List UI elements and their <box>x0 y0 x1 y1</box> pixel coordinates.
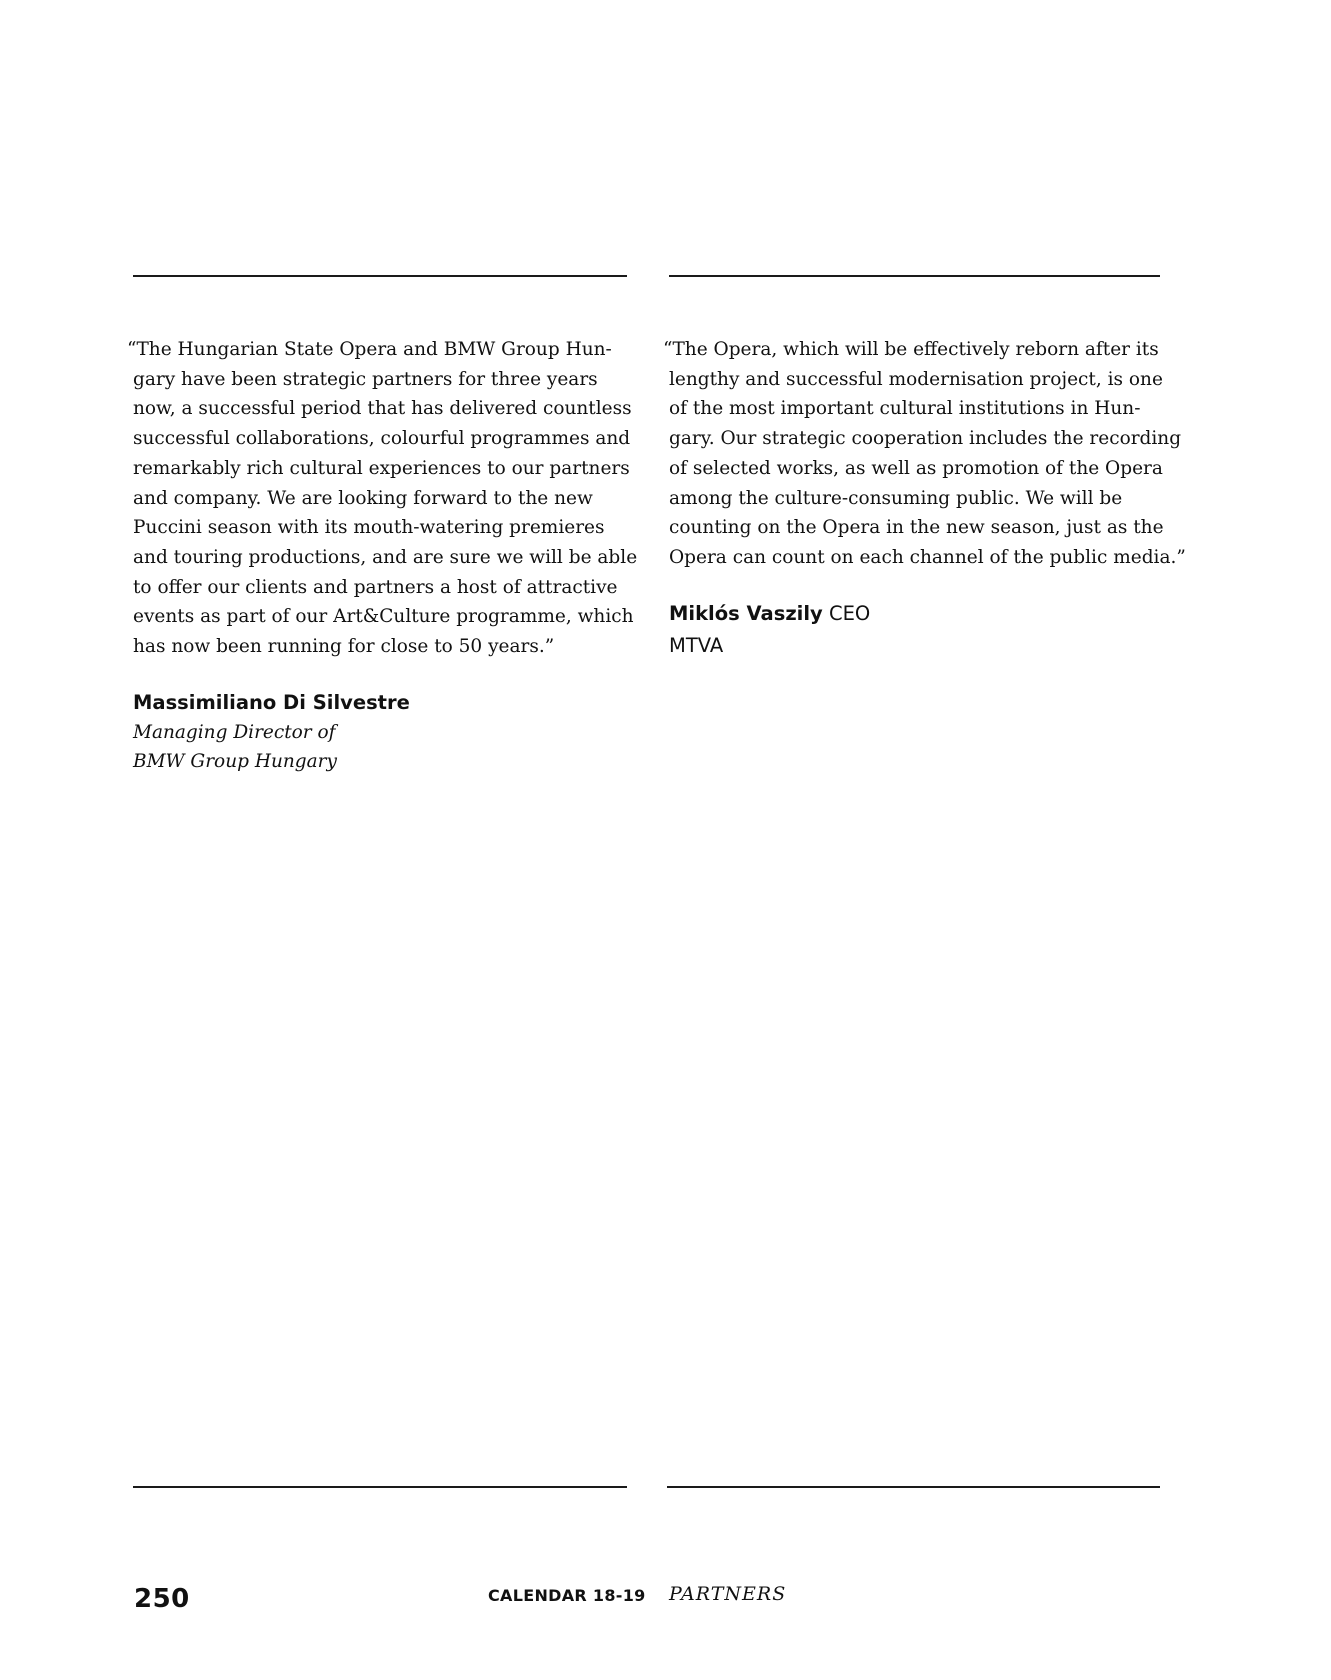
quote-line: gary have been strategic partners for three years <box>133 368 598 390</box>
attribution-organization: MTVA <box>669 633 724 657</box>
section-label: CALENDAR 18-19 <box>488 1586 646 1605</box>
left-attribution <box>133 688 410 777</box>
attribution-role: Managing Director of <box>133 721 336 743</box>
quote-line: Puccini season with its mouth-watering premieres <box>133 517 605 539</box>
attribution-name: Massimiliano Di Silvestre <box>133 691 410 714</box>
quote-line: Opera can count on each channel of the public media.” <box>669 546 1186 568</box>
quote-line: events as part of our Art&Culture programme, which <box>133 606 634 628</box>
attribution-organization: BMW Group Hungary <box>133 751 337 773</box>
quote-line: now, a successful period that has delivered countless <box>133 398 632 420</box>
quote-line: remarkably rich cultural experiences to our partners <box>133 457 630 479</box>
quote-line: of selected works, as well as promotion of the Opera <box>669 457 1163 479</box>
quote-line: gary. Our strategic cooperation includes the recording <box>669 428 1182 450</box>
quote-line: to offer our clients and partners a host of attractive <box>133 576 618 598</box>
top-right-rule <box>669 275 1160 277</box>
page-number: 250 <box>134 1584 190 1614</box>
quote-line: and touring productions, and are sure we will be able <box>133 546 638 568</box>
bottom-left-rule <box>133 1486 627 1488</box>
attribution-title: CEO <box>822 602 871 625</box>
right-attribution <box>669 599 870 660</box>
attribution-name: Miklós Vaszily <box>669 602 823 625</box>
quote-line: has now been running for close to 50 years.” <box>133 636 555 658</box>
right-quote <box>663 335 1186 573</box>
left-quote <box>127 335 637 662</box>
quote-line: “The Hungarian State Opera and BMW Group Hun- <box>127 339 612 360</box>
bottom-right-rule <box>667 1486 1160 1488</box>
quote-line: lengthy and successful modernisation project, is one <box>669 368 1163 390</box>
quote-line: of the most important cultural institutions in Hun- <box>669 398 1141 420</box>
quote-line: counting on the Opera in the new season, just as the <box>669 517 1164 539</box>
top-left-rule <box>133 275 627 277</box>
quote-line: and company. We are looking forward to the new <box>133 487 593 509</box>
quote-line: successful collaborations, colourful programmes and <box>133 428 631 450</box>
attribution-line <box>669 599 870 631</box>
quote-line: “The Opera, which will be effectively reborn after its <box>663 339 1159 360</box>
category-label: PARTNERS <box>669 1583 787 1605</box>
quote-line: among the culture-consuming public. We will be <box>669 487 1123 509</box>
